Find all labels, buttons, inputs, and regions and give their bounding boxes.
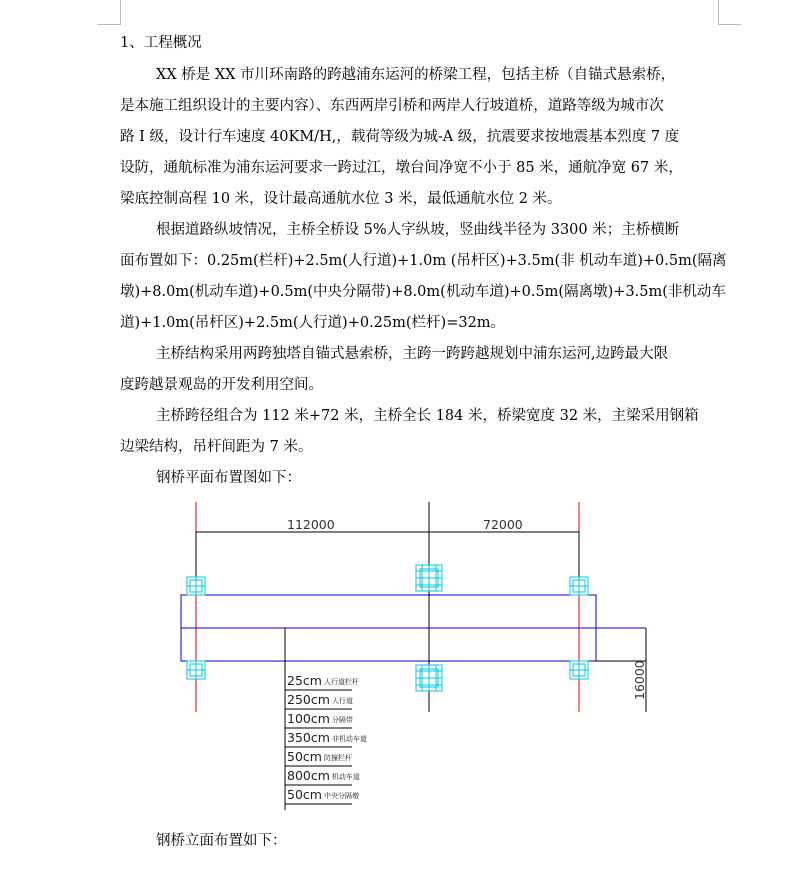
dimension-deck-width: 16000: [632, 660, 647, 700]
legend-label: 中央分隔墩: [323, 792, 359, 800]
elevation-caption: 钢桥立面布置如下：: [156, 833, 287, 849]
text-line: 根据道路纵坡情况，主桥全桥设 5%人字纵坡，竖曲线半径为 3300 米；主桥横断: [156, 222, 680, 238]
legend-label: 人行道: [331, 697, 353, 705]
text-line: 面布置如下：0.25m(栏杆)+2.5m(人行道)+1.0m (吊杆区)+3.5m(非 机动车道)+0.5m(隔离: [120, 253, 727, 269]
text-line: 梁底控制高程 10 米，设计最高通航水位 3 米，最低通航水位 2 米。: [120, 191, 562, 207]
text-line: 边梁结构，吊杆间距为 7 米。: [120, 439, 313, 455]
legend-size: 25cm: [287, 673, 322, 688]
legend-label: 防撞栏杆: [323, 754, 352, 762]
text-line: XX 桥是 XX 市川环南路的跨越浦东运河的桥梁工程，包括主桥（自锚式悬索桥，: [156, 67, 676, 83]
legend-size: 350cm: [287, 730, 330, 745]
tower-icon: [416, 565, 442, 591]
text-line: 度跨越景观岛的开发利用空间。: [120, 377, 323, 393]
text-line: 设防，通航标准为浦东运河要求一跨过江，墩台间净宽不小于 85 米，通航净宽 67 米，: [120, 160, 683, 176]
bearing-icon: [187, 577, 205, 595]
cross-section-legend: [285, 673, 367, 804]
legend-label: 分隔带: [331, 716, 353, 724]
dimension-main-span: 112000: [287, 517, 335, 532]
legend-label: 机动车道: [331, 773, 360, 781]
bearing-icon: [570, 661, 588, 679]
legend-label: 非机动车道: [331, 735, 367, 743]
bearing-icon: [570, 577, 588, 595]
text-line: 主桥跨径组合为 112 米+72 米，主桥全长 184 米，桥梁宽度 32 米，主梁采用钢箱: [156, 408, 699, 424]
text-line: 墩)+8.0m(机动车道)+0.5m(中央分隔带)+8.0m(机动车道)+0.5m(隔离墩)+3.5m(非机动车: [120, 284, 726, 300]
legend-size: 50cm: [287, 749, 322, 764]
text-line: 主桥结构采用两跨独塔自锚式悬索桥，主跨一跨跨越规划中浦东运河,边跨最大限: [156, 346, 669, 362]
tower-icon: [416, 665, 442, 691]
legend-size: 100cm: [287, 711, 330, 726]
text-line: 是本施工组织设计的主要内容）、东西两岸引桥和两岸人行坡道桥，道路等级为城市次: [120, 98, 664, 114]
legend-size: 800cm: [287, 768, 330, 783]
legend-label: 人行道栏杆: [323, 678, 359, 686]
legend-size: 250cm: [287, 692, 330, 707]
dimension-side-span: 72000: [483, 517, 523, 532]
text-line: 钢桥平面布置图如下：: [156, 470, 301, 486]
section-heading: 1、工程概况: [120, 35, 202, 51]
text-line: 路 I 级，设计行车速度 40KM/H,，载荷等级为城-A 级，抗震要求按地震基本烈度 7 度: [120, 129, 680, 145]
text-line: 道)+1.0m(吊杆区)+2.5m(人行道)+0.25m(栏杆)=32m。: [120, 315, 506, 331]
bearing-icon: [187, 661, 205, 679]
legend-size: 50cm: [287, 787, 322, 802]
